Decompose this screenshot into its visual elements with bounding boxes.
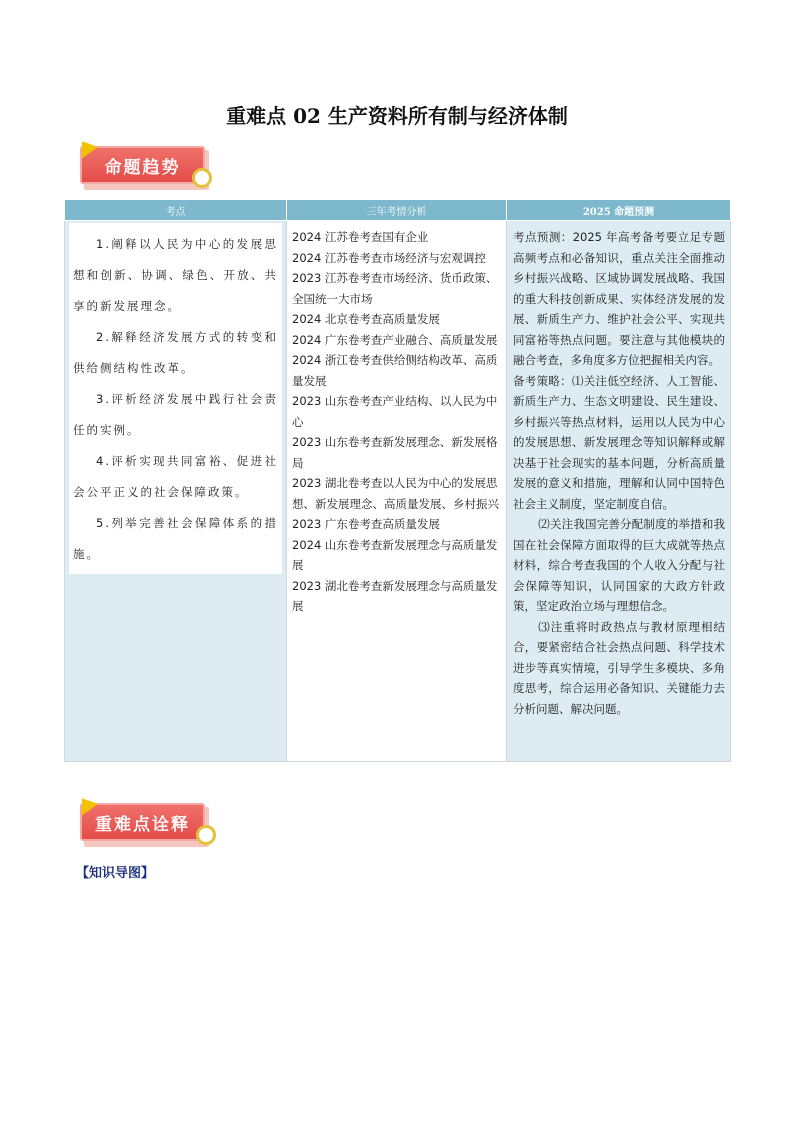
list-item: 2024 江苏卷考查国有企业 [292,230,429,244]
strategy-paragraph-3: ⑶注重将时政热点与教材原理相结合，要紧密结合社会热点问题、科学技术进步等真实情境，引导学生多模块、多角度思考，综合运用必备知识、关键能力去分析问题、解决问题。 [513,619,725,716]
list-item: 2023 江苏卷考查市场经济、货币政策、全国统一大市场 [292,271,498,306]
ring-icon [196,825,216,845]
list-item: 2023 广东卷考查高质量发展 [292,517,440,531]
list-item: 1.阐释以人民为中心的发展思想和创新、协调、绿色、开放、共享的新发展理念。 [73,237,278,313]
list-item: 2023 湖北卷考查以人民为中心的发展思想、新发展理念、高质量发展、乡村振兴 [292,476,499,511]
list-item: 4.评析实现共同富裕、促进社会公平正义的社会保障政策。 [73,454,278,499]
exam-analysis-table [64,199,731,762]
list-item: 2024 北京卷考查高质量发展 [292,312,440,326]
page-title: 重难点 02 生产资料所有制与经济体制 [226,104,568,128]
ring-icon [192,168,212,188]
list-item: 2024 广东卷考查产业融合、高质量发展 [292,332,498,347]
strategy-paragraph-1: 备考策略：⑴关注低空经济、人工智能、新质生产力、生态文明建设、民生建设、乡村振兴等热点材料，运用以人民为中心的发展思想、新发展理念等知识解释或解决基于社会现实的基本问题，分析高质量发展的意义和措施，理解和认同中国特色社会主义制度，坚定制度自信。 [513,373,725,511]
list-item: 2024 江苏卷考查市场经济与宏观调控 [292,250,486,265]
forecast-paragraph: 考点预测：2025 年高考备考要立足专题高频考点和必备知识，重点关注全面推动乡村振兴战略、区域协调发展战略、我国的重大科技创新成果、实体经济发展的发展、新质生产力、维护社会公平、实现共同富裕等热点问题。要注意与其他模块的融合考查，多角度多方位把握相关内容。 [513,230,725,367]
list-item: 2.解释经济发展方式的转变和供给侧结构性改革。 [73,330,278,375]
badge-label: 重难点诠释 [80,803,205,841]
badge-label: 命题趋势 [80,146,205,184]
list-item: 2023 湖北卷考查新发展理念与高质量发展 [292,578,498,613]
trend-badge [80,146,215,196]
knowledge-points-list [69,223,282,574]
list-item: 2023 山东卷考查产业结构、以人民为中心 [292,394,498,429]
prediction-cell [507,221,731,762]
key-points-badge [80,803,220,853]
knowledge-points-cell [65,221,287,762]
mindmap-heading: 【知识导图】 [76,866,155,881]
table-header-row [65,200,731,221]
list-item: 2024 山东卷考查新发展理念与高质量发展 [292,537,498,572]
list-item: 5.列举完善社会保障体系的措施。 [73,516,278,561]
header-prediction: 2025 命题预测 [507,200,731,221]
list-item: 3.评析经济发展中践行社会责任的实例。 [73,392,278,437]
header-analysis: 三年考情分析 [287,200,507,221]
list-item: 2023 山东卷考查新发展理念、新发展格局 [292,435,498,470]
analysis-cell [287,221,507,762]
table-row [65,221,731,762]
strategy-paragraph-2: ⑵关注我国完善分配制度的举措和我国在社会保障方面取得的巨大成就等热点材料，综合考查我国的个人收入分配与社会保障等知识，认同国家的大政方针政策，坚定政治立场与理想信念。 [513,517,725,613]
header-kaodian: 考点 [65,200,287,221]
list-item: 2024 浙江卷考查供给侧结构改革、高质量发展 [292,353,498,388]
